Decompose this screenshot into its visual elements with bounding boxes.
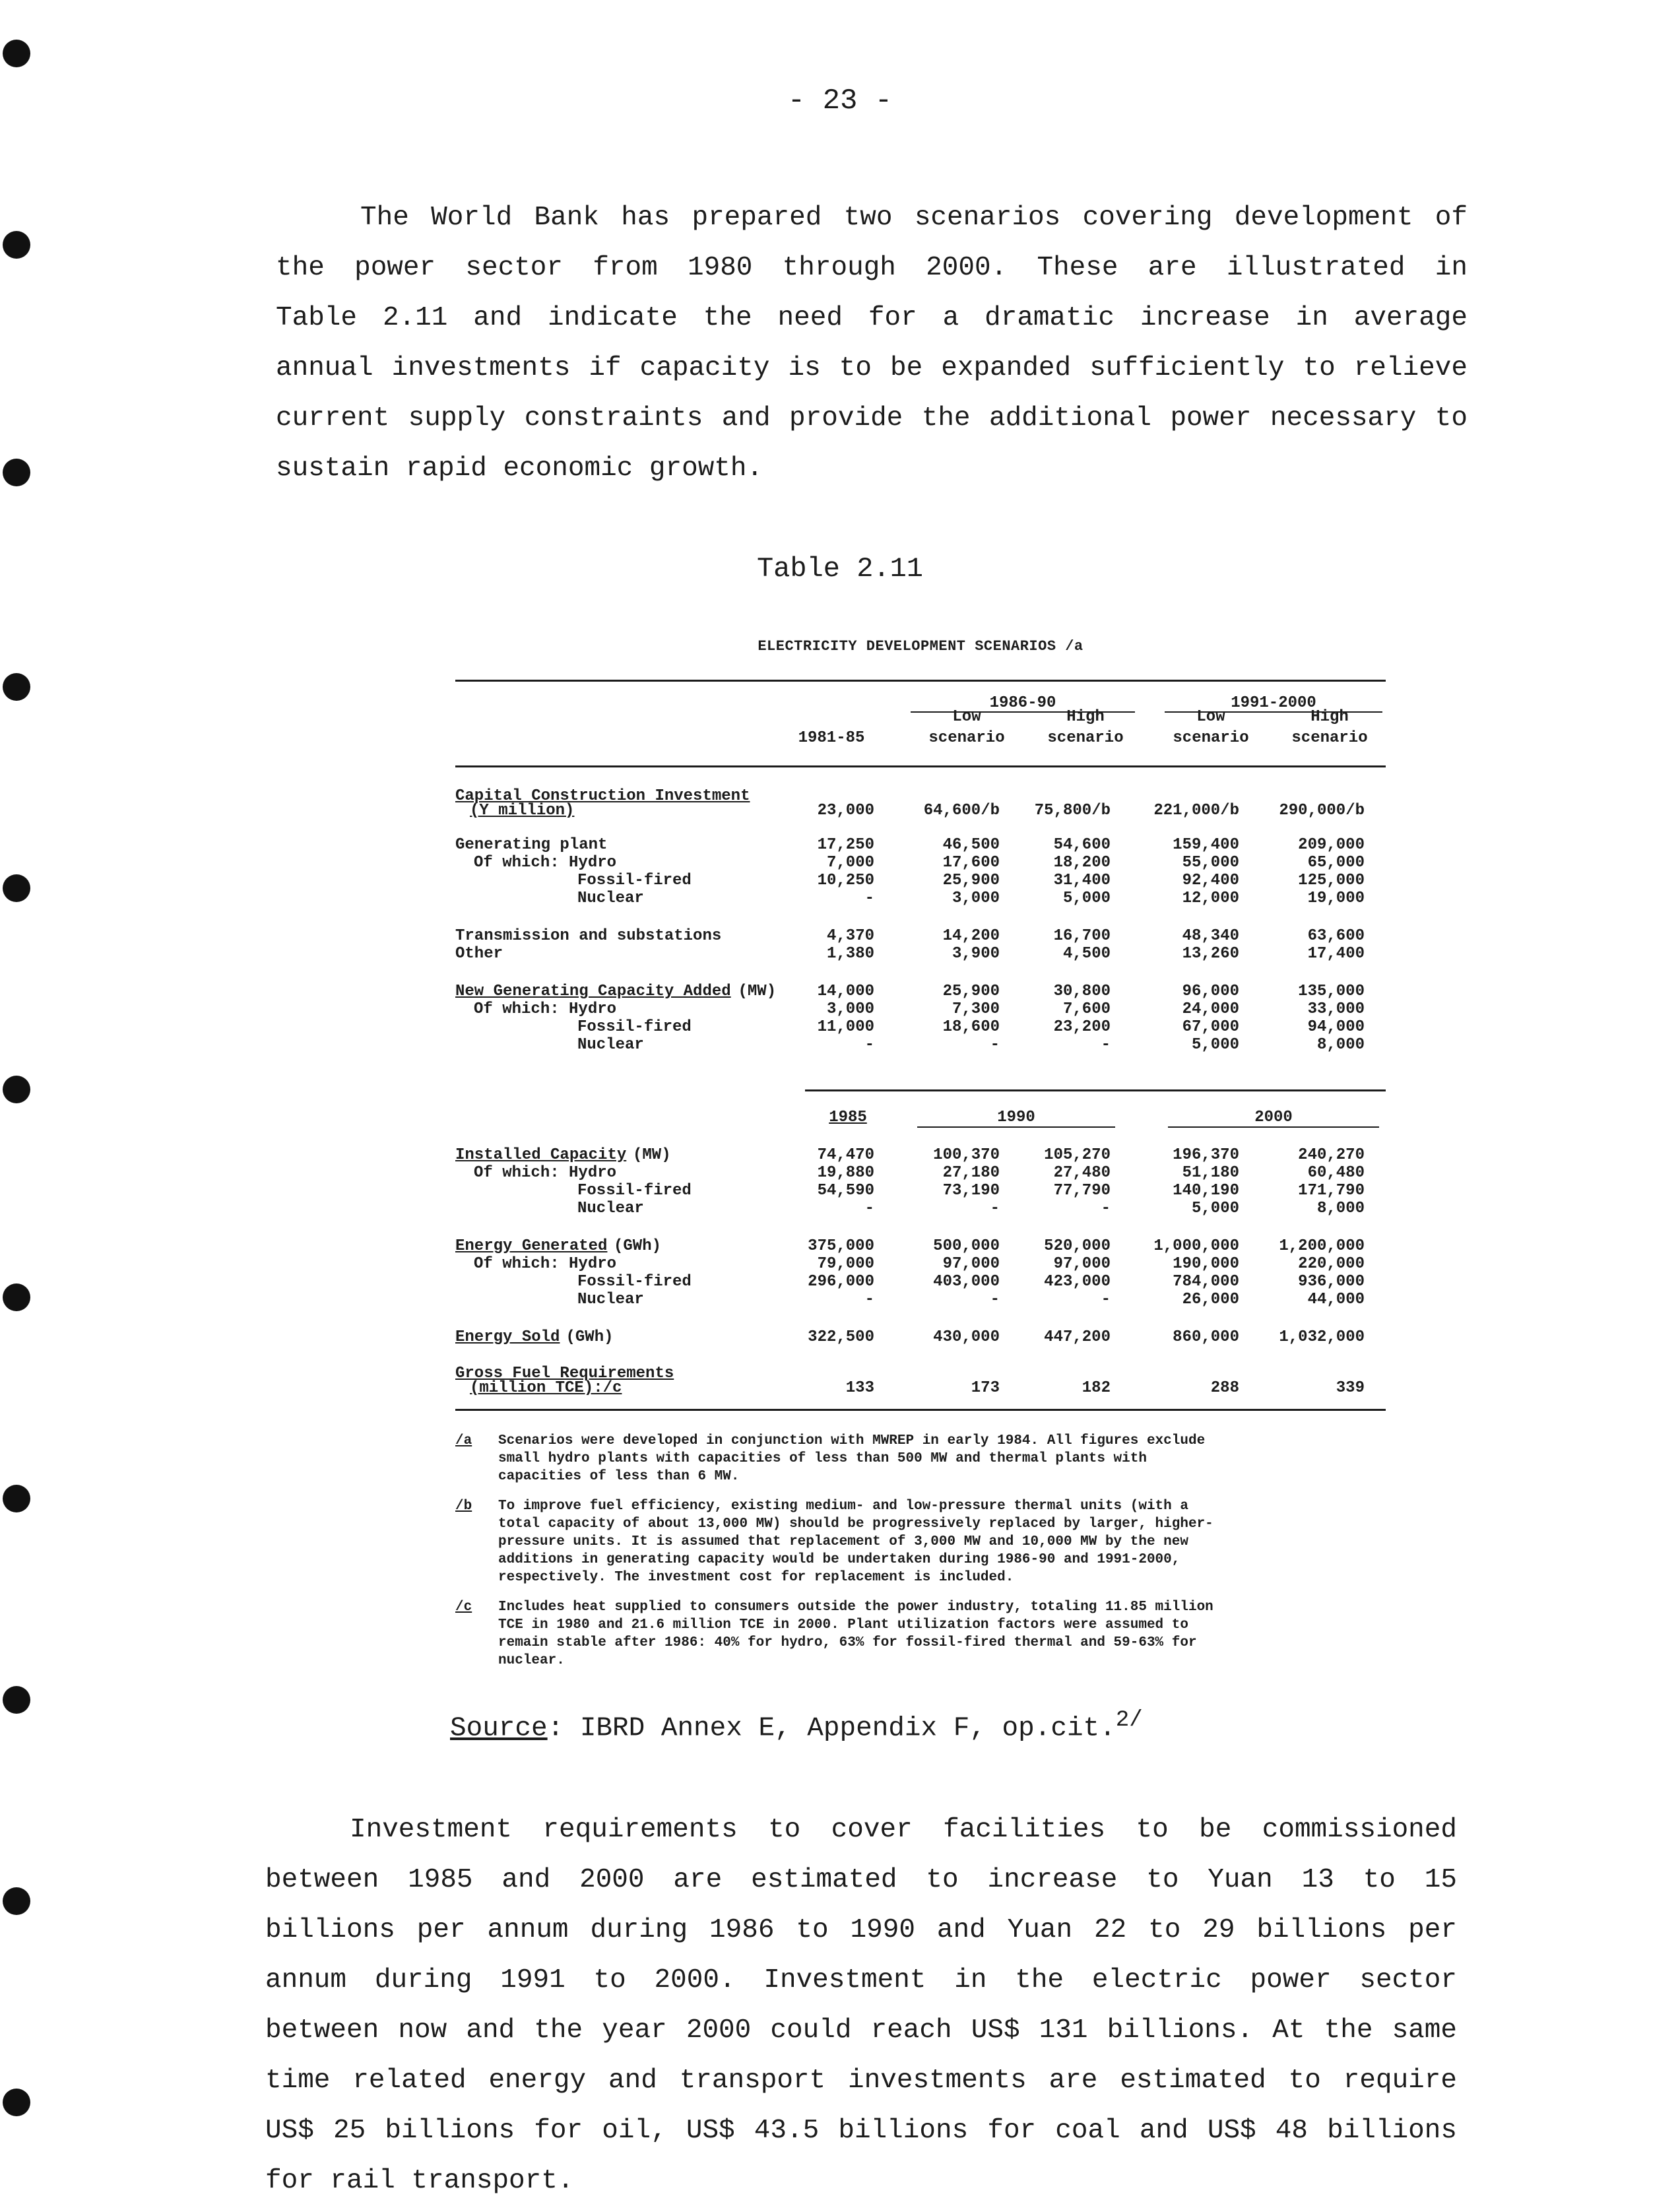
period-1991-header: 1991-2000: [1231, 694, 1316, 712]
table-cell: 240,270: [1298, 1146, 1365, 1164]
punch-hole: [3, 459, 30, 486]
punch-hole: [3, 1485, 30, 1512]
table-cell: 322,500: [808, 1328, 874, 1346]
table-cell: 19,880: [817, 1164, 874, 1182]
footnote-c: [455, 1598, 1392, 1670]
paragraph-line: Table 2.11 and indicate the need for a dramatic increase in average: [276, 303, 1468, 333]
table-cell: 290,000/b: [1279, 802, 1365, 820]
high-header: High: [1066, 708, 1105, 726]
punch-hole: [3, 1076, 30, 1103]
table-notes: [455, 1432, 1392, 1681]
table-cell: 190,000: [1173, 1255, 1239, 1273]
table-cell: 288: [1210, 1379, 1239, 1397]
table-cell: 430,000: [933, 1328, 1000, 1346]
row-label: Of which: Hydro: [474, 1164, 617, 1182]
year-1985-header: 1985: [829, 1109, 867, 1126]
table-cell: 784,000: [1173, 1273, 1239, 1291]
footnote-line: nuclear.: [498, 1653, 565, 1668]
rule: [1168, 1126, 1379, 1128]
table-cell: 220,000: [1298, 1255, 1365, 1273]
table-cell: 7,000: [826, 854, 874, 872]
table-cell: 17,400: [1307, 945, 1365, 963]
table-cell: 97,000: [942, 1255, 1000, 1273]
table-cell: 18,600: [942, 1018, 1000, 1036]
table-cell: 14,200: [942, 927, 1000, 945]
table-cell: 14,000: [817, 983, 874, 1000]
scenario-header: scenario: [928, 729, 1005, 747]
punch-hole: [3, 1887, 30, 1915]
table-cell: 17,600: [942, 854, 1000, 872]
row-label: Nuclear: [577, 1291, 644, 1309]
footnote-line: capacities of less than 6 MW.: [498, 1469, 740, 1484]
footnote-line: To improve fuel efficiency, existing medium- and low-pressure thermal units (with a: [498, 1499, 1188, 1514]
source-text: : IBRD Annex E, Appendix F, op.cit.: [547, 1713, 1116, 1744]
table-cell: 48,340: [1182, 927, 1239, 945]
table-cell: 23,000: [817, 802, 874, 820]
row-unit: (GWh): [614, 1237, 662, 1255]
punch-hole: [3, 673, 30, 701]
rule: [455, 1409, 1386, 1411]
footnote-line: total capacity of about 13,000 MW) should be progressively replaced by larger, higher-: [498, 1516, 1213, 1532]
table-cell: 936,000: [1298, 1273, 1365, 1291]
table-cell: -: [864, 1036, 874, 1054]
paragraph-line: for rail transport.: [265, 2166, 574, 2196]
footnote-line: pressure units. It is assumed that replacement of 3,000 MW and 10,000 MW by the new: [498, 1534, 1188, 1549]
table-cell: 23,200: [1053, 1018, 1111, 1036]
table-cell: 7,600: [1062, 1000, 1111, 1018]
row-label: Other: [455, 945, 503, 963]
footnote-line: remain stable after 1986: 40% for hydro, 63% for fossil-fired thermal and 59-63% for: [498, 1635, 1197, 1650]
scenario-header: scenario: [1291, 729, 1368, 747]
punch-hole: [3, 1283, 30, 1311]
footnote-marker: /a: [455, 1433, 472, 1448]
footnote-line: additions in generating capacity would be undertaken during 1986-90 and 1991-2000,: [498, 1552, 1180, 1567]
investment-paragraph: [265, 1805, 1457, 2206]
rule: [455, 680, 1386, 682]
table-cell: 196,370: [1173, 1146, 1239, 1164]
table-cell: 25,900: [942, 983, 1000, 1000]
table-cell: 27,480: [1053, 1164, 1111, 1182]
paragraph-line: between now and the year 2000 could reach US$ 131 billions. At the same: [265, 2015, 1457, 2046]
table-cell: 63,600: [1307, 927, 1365, 945]
row-label: Installed Capacity: [455, 1146, 627, 1164]
table-cell: 96,000: [1182, 983, 1239, 1000]
table-cell: 77,790: [1053, 1182, 1111, 1200]
table-cell: 135,000: [1298, 983, 1365, 1000]
table-cell: 25,900: [942, 872, 1000, 890]
row-label: Energy Sold: [455, 1328, 560, 1346]
table-cell: 79,000: [817, 1255, 874, 1273]
table-cell: 5,000: [1062, 890, 1111, 907]
table-cell: 54,590: [817, 1182, 874, 1200]
rule: [805, 1089, 1386, 1091]
table-cell: -: [990, 1036, 1000, 1054]
row-label: Fossil-fired: [577, 1182, 692, 1200]
table-cell: -: [990, 1200, 1000, 1217]
punch-hole: [3, 231, 30, 259]
footnote-line: Scenarios were developed in conjunction with MWREP in early 1984. All figures exclude: [498, 1433, 1206, 1448]
table-cell: 105,270: [1044, 1146, 1111, 1164]
scenario-header: scenario: [1047, 729, 1124, 747]
table-cell: 8,000: [1316, 1036, 1365, 1054]
row-label: Generating plant: [455, 836, 608, 854]
table-cell: 171,790: [1298, 1182, 1365, 1200]
table-cell: -: [1101, 1036, 1111, 1054]
row-unit: (MW): [633, 1146, 671, 1164]
table-cell: 97,000: [1053, 1255, 1111, 1273]
table-cell: 1,380: [826, 945, 874, 963]
table-cell: 33,000: [1307, 1000, 1365, 1018]
table-cell: -: [990, 1291, 1000, 1309]
low-header: Low: [952, 708, 981, 726]
table-cell: 94,000: [1307, 1018, 1365, 1036]
row-label: (Y million): [470, 802, 575, 820]
table-cell: 125,000: [1298, 872, 1365, 890]
row-unit: (MW): [738, 983, 777, 1000]
table-cell: 860,000: [1173, 1328, 1239, 1346]
row-label: Of which: Hydro: [474, 1000, 617, 1018]
row-label: Of which: Hydro: [474, 854, 617, 872]
table-cell: 75,800/b: [1034, 802, 1111, 820]
table-cell: 13,260: [1182, 945, 1239, 963]
low-header: Low: [1196, 708, 1225, 726]
scenario-header: scenario: [1173, 729, 1249, 747]
row-label: Fossil-fired: [577, 872, 692, 890]
table-cell: 1,200,000: [1279, 1237, 1365, 1255]
year-1990-header: 1990: [997, 1109, 1035, 1126]
row-label: Fossil-fired: [577, 1273, 692, 1291]
row-label: Nuclear: [577, 1036, 644, 1054]
rule: [455, 765, 1386, 767]
rule: [917, 1126, 1115, 1128]
paragraph-line: annum during 1991 to 2000. Investment in the electric power sector: [265, 1965, 1457, 1995]
footnote-b: [455, 1497, 1392, 1586]
footnote-line: respectively. The investment cost for replacement is included.: [498, 1570, 1014, 1585]
table-cell: 10,250: [817, 872, 874, 890]
table-cell: 423,000: [1044, 1273, 1111, 1291]
punch-hole: [3, 1686, 30, 1714]
row-label: Energy Generated: [455, 1237, 608, 1255]
table-cell: 18,200: [1053, 854, 1111, 872]
table-cell: -: [1101, 1200, 1111, 1217]
table-cell: 1,032,000: [1279, 1328, 1365, 1346]
table-cell: 182: [1082, 1379, 1111, 1397]
table-cell: 11,000: [817, 1018, 874, 1036]
paragraph-line: The World Bank has prepared two scenarios covering development of: [360, 203, 1468, 233]
punch-hole: [3, 40, 30, 67]
row-label: (million TCE):/c: [470, 1379, 622, 1397]
row-label: Nuclear: [577, 1200, 644, 1217]
table-cell: 46,500: [942, 836, 1000, 854]
row-label: Transmission and substations: [455, 927, 722, 945]
table-cell: 51,180: [1182, 1164, 1239, 1182]
paragraph-line: the power sector from 1980 through 2000. These are illustrated in: [276, 253, 1468, 283]
table-cell: 26,000: [1182, 1291, 1239, 1309]
table-cell: 73,190: [942, 1182, 1000, 1200]
table-cell: 3,000: [826, 1000, 874, 1018]
table-cell: 5,000: [1191, 1200, 1239, 1217]
page-number: - 23 -: [787, 84, 893, 117]
row-label: New Generating Capacity Added: [455, 983, 731, 1000]
table-cell: 92,400: [1182, 872, 1239, 890]
table-cell: 65,000: [1307, 854, 1365, 872]
footnote-marker: /b: [455, 1499, 472, 1514]
footnote-line: TCE in 1980 and 21.6 million TCE in 2000. Plant utilization factors were assumed to: [498, 1617, 1188, 1633]
row-label: Capital Construction Investment: [455, 787, 750, 805]
table-cell: 173: [971, 1379, 1000, 1397]
footnote-line: Includes heat supplied to consumers outside the power industry, totaling 11.85 million: [498, 1600, 1213, 1615]
table-cell: 403,000: [933, 1273, 1000, 1291]
table-title: Table 2.11: [756, 553, 924, 585]
table-cell: 520,000: [1044, 1237, 1111, 1255]
table-cell: 4,370: [826, 927, 874, 945]
source-line: [450, 1708, 1143, 1744]
table-cell: 64,600/b: [923, 802, 1000, 820]
table-cell: 500,000: [933, 1237, 1000, 1255]
table-cell: 140,190: [1173, 1182, 1239, 1200]
table-cell: -: [1101, 1291, 1111, 1309]
table-cell: 221,000/b: [1153, 802, 1239, 820]
table-cell: 31,400: [1053, 872, 1111, 890]
footnote-line: small hydro plants with capacities of less than 500 MW and thermal plants with: [498, 1451, 1147, 1466]
period-1986-header: 1986-90: [989, 694, 1056, 712]
source-label: Source: [450, 1713, 548, 1744]
year-2000-header: 2000: [1254, 1109, 1293, 1126]
table-cell: 60,480: [1307, 1164, 1365, 1182]
paragraph-line: between 1985 and 2000 are estimated to increase to Yuan 13 to 15: [265, 1865, 1457, 1895]
table-cell: 3,900: [952, 945, 1000, 963]
paragraph-line: US$ 25 billions for oil, US$ 43.5 billions for coal and US$ 48 billions: [265, 2116, 1457, 2146]
table-cell: 447,200: [1044, 1328, 1111, 1346]
table-heading: ELECTRICITY DEVELOPMENT SCENARIOS /a: [758, 638, 1083, 655]
table-cell: 74,470: [817, 1146, 874, 1164]
table-cell: 1,000,000: [1153, 1237, 1239, 1255]
punch-hole: [3, 874, 30, 902]
table-cell: 12,000: [1182, 890, 1239, 907]
row-label: Nuclear: [577, 890, 644, 907]
paragraph-line: current supply constraints and provide the additional power necessary to: [276, 403, 1468, 434]
table-cell: 24,000: [1182, 1000, 1239, 1018]
table-cell: 55,000: [1182, 854, 1239, 872]
row-unit: (GWh): [565, 1328, 614, 1346]
paragraph-line: sustain rapid economic growth.: [276, 453, 763, 484]
table-cell: 67,000: [1182, 1018, 1239, 1036]
table-cell: -: [864, 890, 874, 907]
table-cell: 54,600: [1053, 836, 1111, 854]
paragraph-line: annual investments if capacity is to be expanded sufficiently to relieve: [276, 353, 1468, 383]
table-cell: 339: [1336, 1379, 1365, 1397]
table-cell: 159,400: [1173, 836, 1239, 854]
table-cell: 133: [845, 1379, 874, 1397]
table-cell: 7,300: [952, 1000, 1000, 1018]
footnote-marker: /c: [455, 1600, 472, 1615]
source-ref: 2/: [1115, 1708, 1143, 1733]
table-cell: 4,500: [1062, 945, 1111, 963]
table-cell: 44,000: [1307, 1291, 1365, 1309]
row-label: Fossil-fired: [577, 1018, 692, 1036]
high-header: High: [1310, 708, 1349, 726]
table-cell: -: [864, 1291, 874, 1309]
row-label: Of which: Hydro: [474, 1255, 617, 1273]
table-cell: 16,700: [1053, 927, 1111, 945]
table-cell: 209,000: [1298, 836, 1365, 854]
table-cell: 296,000: [808, 1273, 874, 1291]
table-cell: 27,180: [942, 1164, 1000, 1182]
table-cell: 100,370: [933, 1146, 1000, 1164]
table-cell: 30,800: [1053, 983, 1111, 1000]
row-label: Gross Fuel Requirements: [455, 1365, 674, 1382]
table-cell: 5,000: [1191, 1036, 1239, 1054]
table-cell: 3,000: [952, 890, 1000, 907]
table-cell: 17,250: [817, 836, 874, 854]
intro-paragraph: [276, 193, 1468, 494]
paragraph-line: time related energy and transport investments are estimated to require: [265, 2065, 1457, 2096]
table-cell: -: [864, 1200, 874, 1217]
table-cell: 375,000: [808, 1237, 874, 1255]
paragraph-line: billions per annum during 1986 to 1990 and Yuan 22 to 29 billions per: [265, 1915, 1457, 1945]
footnote-a: [455, 1432, 1392, 1485]
punch-hole: [3, 2089, 30, 2116]
col-1981-header: 1981-85: [798, 729, 865, 747]
table-cell: 8,000: [1316, 1200, 1365, 1217]
table-cell: 19,000: [1307, 890, 1365, 907]
paragraph-line: Investment requirements to cover facilities to be commissioned: [350, 1815, 1457, 1845]
